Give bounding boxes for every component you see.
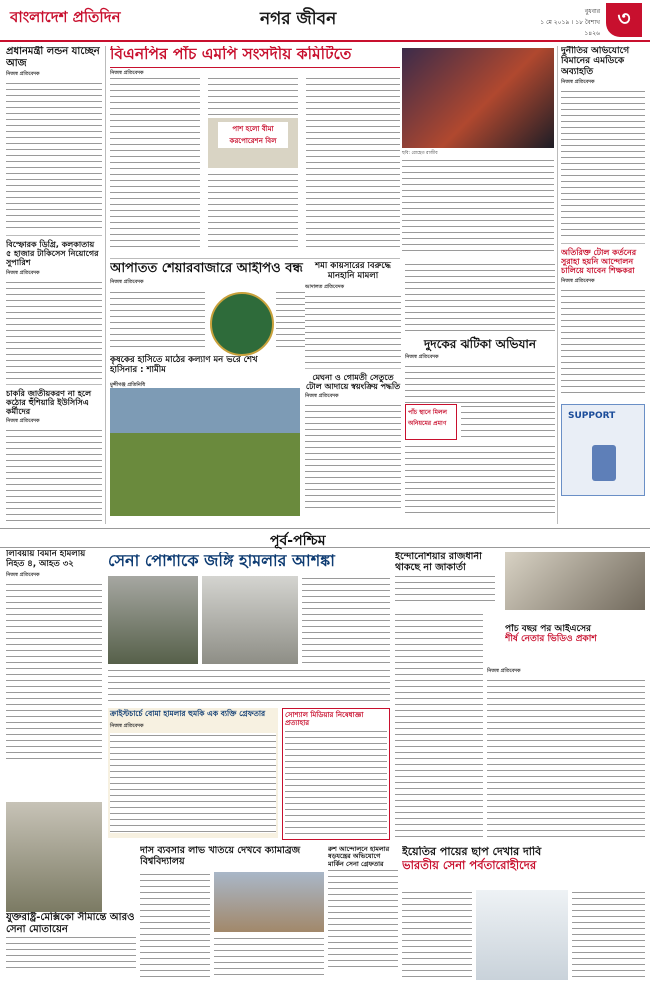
article-body bbox=[214, 936, 324, 980]
article-body bbox=[487, 678, 645, 842]
article-body bbox=[6, 81, 102, 231]
article-body bbox=[108, 668, 390, 704]
section-title: নগর জীবন bbox=[260, 9, 337, 29]
farm-photo bbox=[110, 388, 300, 516]
article-body bbox=[395, 574, 495, 604]
article-headline[interactable]: দাস ব্যবসার লাভ খতিয়ে দেখবে ক্যামব্রিজ বিশ্ববিদ্যালয় bbox=[140, 846, 301, 867]
newspaper-logo[interactable]: বাংলাদেশ প্রতিদিন bbox=[10, 8, 121, 26]
article-headline[interactable]: মেঘনা ও গোমতী সেতুতে টোল আদায়ে স্বয়ংক্রিয় পদ্ধতি bbox=[305, 372, 401, 391]
article-body bbox=[208, 76, 298, 116]
article-body bbox=[110, 290, 205, 350]
article-body bbox=[405, 364, 555, 404]
article-body bbox=[561, 89, 645, 239]
article-body bbox=[402, 890, 472, 980]
article-body bbox=[285, 729, 387, 837]
ad-label: SUPPORT bbox=[568, 410, 616, 421]
isis-headline-box bbox=[505, 624, 645, 664]
article-body bbox=[305, 403, 401, 513]
byline: নিজস্ব প্রতিবেদক bbox=[487, 668, 521, 674]
article-headline[interactable]: সোশ্যাল মিডিয়ার নিষেধাজ্ঞা প্রত্যাহার bbox=[285, 711, 364, 728]
article-body bbox=[572, 890, 645, 980]
christchurch-box bbox=[108, 708, 278, 838]
article-body bbox=[405, 444, 555, 516]
isis-story bbox=[487, 666, 645, 842]
article-body bbox=[405, 262, 555, 332]
border-photo bbox=[6, 802, 102, 912]
indonesia-body bbox=[395, 612, 483, 842]
article-body bbox=[461, 404, 555, 438]
social-media-box bbox=[282, 708, 390, 840]
article-headline[interactable]: প্রধানমন্ত্রী লন্ডন যাচ্ছেন আজ bbox=[6, 46, 100, 69]
article-headline[interactable]: অতিরিক্ত টোল কর্তনের সুরাহা হয়নি আন্দোলন চালিয়ে যাবেন শিক্ষকরা bbox=[561, 248, 637, 276]
page-number: ৩ bbox=[606, 3, 642, 37]
article-headline[interactable]: চাকরি জাতীয়করণ না হলে কঠোর হুঁশিয়ারি ইউসিসিএ কর্মীদের bbox=[6, 388, 92, 416]
byline: নিজস্ব প্রতিবেদক bbox=[6, 571, 40, 578]
article-body bbox=[6, 935, 136, 971]
yeti-headline-box bbox=[402, 846, 645, 886]
srilanka-headline[interactable]: সেনা পোশাকে জঙ্গি হামলার আশঙ্কা bbox=[108, 552, 335, 570]
cambridge-story bbox=[140, 846, 325, 982]
dudok-story bbox=[405, 262, 555, 524]
indonesia-story bbox=[395, 552, 645, 610]
article-headline[interactable]: লিবিয়ায় বিমান হামলায় নিহত ৪, আহত ৩২ bbox=[6, 550, 86, 569]
byline: নিজস্ব প্রতিবেদক bbox=[110, 722, 144, 729]
inset-label: পাশ হলো বীমা করপোরেশন বিল bbox=[218, 122, 288, 148]
article-body bbox=[110, 733, 276, 833]
article-body bbox=[395, 612, 483, 840]
srilanka-story bbox=[108, 552, 390, 842]
building-photo bbox=[208, 118, 298, 168]
church-photo bbox=[202, 576, 298, 664]
exchange-logo-icon bbox=[210, 292, 274, 356]
top-story-headline[interactable]: বিএনপির পাঁচ এমপি সংসদীয় কমিটিতে bbox=[110, 46, 400, 68]
byline: নিজস্ব প্রতিবেদক bbox=[305, 392, 339, 399]
byline: নিজস্ব প্রতিবেদক bbox=[405, 353, 439, 360]
inset-box: পাঁচ স্থানে মিলল অনিয়মের প্রমাণ bbox=[405, 404, 457, 440]
byline: নিজস্ব প্রতিবেদক bbox=[110, 69, 144, 76]
soldier-photo bbox=[108, 576, 198, 664]
article-headline[interactable]: শমী কায়সারের বিরুদ্ধে মানহানি মামলা bbox=[315, 262, 391, 281]
concert-photo bbox=[402, 48, 554, 148]
article-headline[interactable]: পাঁচ বছর পর আইএসের bbox=[505, 624, 591, 634]
snow-footprint-photo bbox=[476, 890, 568, 980]
day-label: বুধবার bbox=[584, 8, 600, 15]
article-body bbox=[328, 868, 398, 972]
article-body bbox=[305, 294, 401, 364]
byline: নিজস্ব প্রতিবেদক bbox=[6, 269, 40, 276]
support-ad[interactable] bbox=[561, 404, 645, 496]
isis-leader-photo bbox=[505, 552, 645, 610]
byline: মুন্সীগঞ্জ প্রতিনিধি bbox=[110, 382, 145, 388]
article-body bbox=[306, 76, 400, 251]
top-story bbox=[110, 46, 400, 256]
cambridge-photo bbox=[214, 872, 324, 932]
article-body bbox=[6, 280, 102, 380]
right-column bbox=[561, 46, 645, 524]
article-body bbox=[6, 582, 102, 762]
ipo-headline[interactable]: আপাতত শেয়ারবাজারে আইপিও বন্ধ bbox=[110, 262, 303, 276]
article-body bbox=[302, 576, 390, 664]
phone-icon bbox=[592, 445, 616, 481]
article-body bbox=[561, 288, 645, 398]
article-headline[interactable]: ইন্দোনেশিয়ার রাজধানী থাকছে না জাকার্তা bbox=[395, 552, 482, 573]
dateline bbox=[540, 6, 600, 39]
byline: আদালত প্রতিবেদক bbox=[305, 283, 344, 290]
article-headline[interactable]: দুর্নীতির অভিযোগে বিমানের এমডিকে অব্যাহতি bbox=[561, 46, 630, 77]
libya-story bbox=[6, 550, 102, 800]
article-headline[interactable]: ক্রাইস্টচার্চে বোমা হামলার হুমকি এক ব্যক্তি গ্রেফতার bbox=[110, 709, 266, 718]
article-body bbox=[110, 76, 200, 251]
byline: নিজস্ব প্রতিবেদক bbox=[561, 79, 595, 86]
court-story bbox=[328, 846, 398, 982]
concert-story bbox=[402, 158, 554, 258]
sub-headline[interactable]: কৃষকের হাসিতে মাঠের কল্যাণ মন ভরে শেখ হাসিনার : শামীম bbox=[110, 355, 258, 375]
article-body bbox=[208, 172, 298, 251]
article-headline[interactable]: যুক্তরাষ্ট্র-মেক্সিকো সীমান্তে আরও সেনা মোতায়েন bbox=[6, 912, 135, 935]
date-label: ১ মে ২০১৯ । ১৮ বৈশাখ ১৪২৬ bbox=[540, 19, 600, 37]
article-body bbox=[402, 158, 554, 254]
byline: নিজস্ব প্রতিবেদক bbox=[110, 278, 144, 285]
left-column bbox=[6, 46, 102, 524]
article-headline[interactable]: দুদকের ঝটিকা অভিযান bbox=[423, 337, 537, 351]
article-body bbox=[6, 428, 102, 524]
photo-caption: ছবি: রোহেত রাজীব bbox=[402, 151, 438, 156]
band-title: পূর্ব-পশ্চিম bbox=[270, 533, 326, 549]
article-headline[interactable]: ভারতীয় সেনা পর্বতারোহীদের bbox=[402, 857, 537, 872]
byline: নিজস্ব প্রতিবেদক bbox=[6, 71, 40, 77]
article-headline[interactable]: রুশ আন্দোলনে হামলার ষড়যন্ত্রের অভিযোগে মার্কিন সেনা গ্রেফতার bbox=[328, 846, 390, 868]
article-headline[interactable]: শীর্ষ নেতার ভিডিও প্রকাশ bbox=[505, 634, 597, 645]
article-body bbox=[140, 872, 210, 980]
us-mexico-story bbox=[6, 912, 136, 982]
byline: নিজস্ব প্রতিবেদক bbox=[561, 277, 595, 284]
article-headline[interactable]: ইয়েতির পায়ের ছাপ দেখার দাবি bbox=[402, 846, 542, 858]
middle-story bbox=[305, 262, 401, 524]
article-headline[interactable]: বিস্ফোরক ডিগ্রি, কলকাতায় ৫ হাজার টাকিসেস নিয়োগের সুপারিশ bbox=[6, 240, 99, 268]
byline: নিজস্ব প্রতিবেদক bbox=[6, 418, 40, 425]
